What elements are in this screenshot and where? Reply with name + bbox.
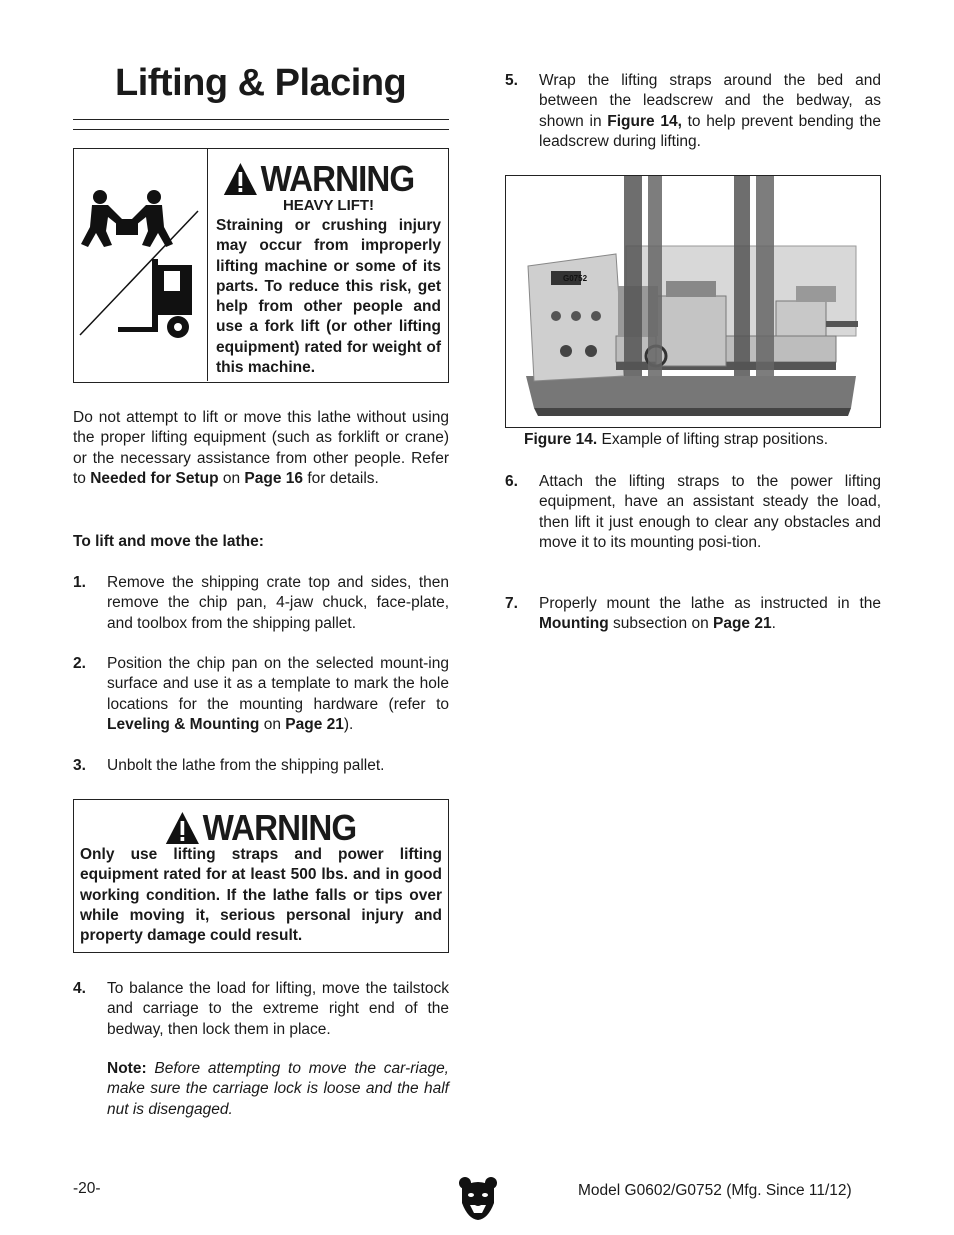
figure-14-image: [505, 175, 881, 428]
step-ref-section: Leveling & Mounting: [107, 715, 260, 733]
step-ref-section: Mounting: [539, 615, 609, 633]
grizzly-bear-logo-icon: [458, 1175, 498, 1221]
step-text: [107, 654, 449, 735]
step-ref-page: Page 21: [285, 715, 344, 733]
step-5: [505, 71, 881, 153]
step-number: 6.: [505, 473, 518, 490]
step-number: 7.: [505, 595, 518, 612]
warning-header: [164, 808, 356, 848]
intro-paragraph: [73, 408, 449, 489]
step-text: Attach the lifting straps to the power lifting equipment, have an assistant steady the load, then lift it just enough to clear any obstacles and move it to its mounting posi-tion.: [539, 473, 881, 551]
step-number: 5.: [505, 72, 518, 89]
warning-header: [222, 159, 414, 199]
intro-text-end: for details.: [303, 469, 379, 487]
model-info: Model G0602/G0752 (Mfg. Since 11/12): [578, 1182, 852, 1199]
procedure-heading: To lift and move the lathe:: [73, 533, 264, 550]
step-1: [73, 573, 449, 635]
warning-body: Only use lifting straps and power lifting equipment rated for at least 500 lbs. and in good working condition. If the lathe falls or tips over while moving it, serious personal injury and property damage could result.: [80, 846, 442, 945]
step-6: [505, 472, 881, 574]
step-number: 2.: [73, 655, 86, 672]
step-number: 3.: [73, 757, 86, 774]
warning-divider: [207, 149, 208, 381]
title-rule-bottom: [73, 129, 449, 130]
step-text-part: ).: [343, 715, 354, 733]
note-text: Before attempting to move the car-riage, make sure the carriage lock is loose and the half nut is disengaged.: [107, 1060, 449, 1118]
step-text-part: Properly mount the lathe as instructed in the: [539, 595, 881, 612]
step-number: 1.: [73, 574, 86, 591]
warning-body: Straining or crushing injury may occur from improperly lifting machine or some of its parts. To reduce this risk, get help from other people and use a fork lift (or other lifting equipment) rated for weight of this machine.: [216, 217, 441, 377]
step-text-part: .: [771, 615, 776, 633]
machine-label: G0752: [563, 274, 588, 283]
step-ref-figure: Figure 14,: [607, 112, 682, 130]
step-text-part: on: [259, 715, 286, 733]
step-2: [73, 654, 449, 736]
step-4: [73, 979, 449, 1041]
step-ref-page: Page 21: [713, 615, 772, 633]
intro-ref-page: Page 16: [244, 469, 304, 487]
step-3: [73, 756, 449, 778]
intro-ref-section: Needed for Setup: [90, 469, 219, 487]
step-text-part: Wrap the lifting straps around the bed and between the leadscrew and the bedway, as shown in: [539, 72, 881, 130]
warning-triangle-icon: [222, 161, 259, 197]
step-text-part: subsection on: [608, 615, 713, 633]
warning-label: WARNING: [202, 807, 357, 848]
intro-text: Do not attempt to lift or move this lathe without using the proper lifting equipment (such as forklift or crane) or the necessary assistance from other people. Refer to: [73, 409, 449, 487]
step-text: [539, 71, 881, 152]
step-text: Remove the shipping crate top and sides, then remove the chip pan, 4-jaw chuck, face-plate, and toolbox from the shipping pallet.: [107, 574, 449, 632]
step-text-part: to help prevent bending the leadscrew during lifting.: [539, 112, 881, 150]
heavy-lift-warning-box: [73, 148, 449, 383]
step-text: Unbolt the lathe from the shipping pallet.: [107, 757, 385, 774]
lifting-people-forklift-icon: [78, 187, 202, 347]
figure-caption-label: Figure 14.: [524, 431, 598, 448]
warning-heading: HEAVY LIFT!: [282, 197, 375, 214]
figure-caption-text: Example of lifting strap positions.: [597, 431, 829, 448]
figure-caption: [524, 431, 828, 449]
lifting-straps-warning-box: [73, 799, 449, 953]
note-label: Note:: [107, 1060, 147, 1077]
page-number: -20-: [73, 1180, 101, 1197]
warning-triangle-icon: [164, 810, 201, 846]
title-rule-top: [73, 119, 449, 120]
lathe-with-lifting-straps-image: [506, 176, 879, 426]
note: [107, 1059, 449, 1120]
step-text: To balance the load for lifting, move the tailstock and carriage to the extreme right end of the bedway, then lock them in place.: [107, 980, 449, 1038]
warning-label: WARNING: [260, 158, 415, 199]
step-text-part: Position the chip pan on the selected mount-ing surface and use it as a template to mark the hole locations for the mounting hardware (refer to: [107, 655, 449, 713]
step-7: [505, 594, 881, 636]
step-text: [539, 594, 881, 635]
page-title: Lifting & Placing: [115, 62, 407, 104]
step-number: 4.: [73, 980, 86, 997]
intro-text-on: on: [218, 469, 245, 487]
